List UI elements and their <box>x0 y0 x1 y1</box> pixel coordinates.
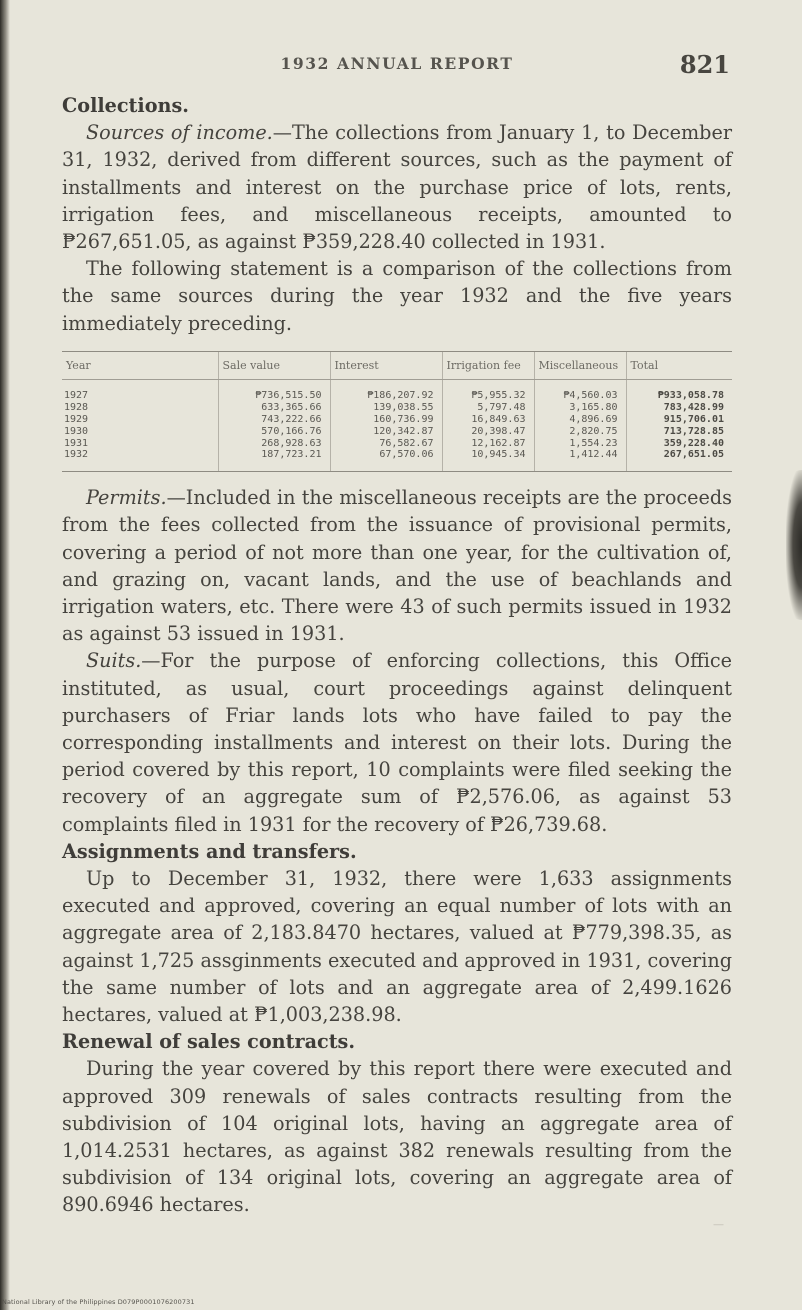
cell-sale-value: ₱736,515.50 <box>218 380 330 402</box>
runin-suits: Suits. <box>86 649 142 673</box>
page-number: 821 <box>679 50 730 79</box>
cell-sale-value: 633,365.66 <box>218 402 330 414</box>
table-header-row <box>62 352 732 380</box>
cell-interest: ₱186,207.92 <box>330 380 442 402</box>
collections-table <box>62 352 732 471</box>
collections-table-wrapper <box>62 351 732 472</box>
heading-collections: Collections. <box>62 94 189 117</box>
column-header-sale-value: Sale value <box>218 352 330 380</box>
cell-total: 359,228.40 <box>626 438 732 450</box>
cell-interest: 139,038.55 <box>330 402 442 414</box>
cell-irrigation-fee: 16,849.63 <box>442 414 534 426</box>
table-row <box>62 438 732 450</box>
cell-irrigation-fee: 12,162.87 <box>442 438 534 450</box>
cell-irrigation-fee: 20,398.47 <box>442 426 534 438</box>
cell-year: 1931 <box>64 437 89 449</box>
cell-interest: 160,736.99 <box>330 414 442 426</box>
paragraph-assignments: Up to December 31, 1932, there were 1,633 assignments executed and approved, covering an equal number of lots with an aggregate area of 2,183.8470 hectares, valued at ₱779,398.35, as against 1,725 assginments executed and approved in 1931, covering the same number of lots and an aggregate area of 2,499.1626 hectares, valued at ₱1,003,238.98. <box>62 866 732 1026</box>
paragraph-suits <box>62 647 732 837</box>
cell-miscellaneous: 2,820.75 <box>534 426 626 438</box>
cell-year: 1927 <box>64 390 89 402</box>
cell-sale-value: 570,166.76 <box>218 426 330 438</box>
cell-sale-value: 268,928.63 <box>218 438 330 450</box>
scan-credit: National Library of the Philippines D079P0001076200731 <box>2 1298 195 1306</box>
table-row <box>62 380 732 402</box>
cell-year: 1930 <box>64 425 89 437</box>
column-header-interest: Interest <box>330 352 442 380</box>
cell-year: 1928 <box>64 402 89 414</box>
table-row <box>62 449 732 471</box>
cell-total: 915,706.01 <box>626 414 732 426</box>
table-row <box>62 402 732 414</box>
paragraph-sources-of-income <box>62 119 732 255</box>
cell-miscellaneous: 3,165.80 <box>534 402 626 414</box>
book-spine-shadow <box>0 0 10 1310</box>
table-row <box>62 414 732 426</box>
cell-miscellaneous: 1,412.44 <box>534 449 626 471</box>
cell-total: 267,651.05 <box>626 449 732 471</box>
column-header-total: Total <box>626 352 732 380</box>
faint-pencil-mark: — <box>713 1218 724 1231</box>
cell-sale-value: 743,222.66 <box>218 414 330 426</box>
heading-assignments: Assignments and transfers. <box>62 839 357 863</box>
page-body <box>62 92 732 1219</box>
cell-sale-value: 187,723.21 <box>218 449 330 471</box>
cell-miscellaneous: ₱4,560.03 <box>534 380 626 402</box>
cell-interest: 67,570.06 <box>330 449 442 471</box>
permits-text: —Included in the miscellaneous receipts are the proceeds from the fees collected from the issuance of provisional permits, covering a period of not more than one year, for the cultivation of, and grazing on, vacant lands, and the use of beachlands and irrigation waters, etc. There were 43 of such permits issued in 1932 as against 53 issued in 1931. <box>62 486 732 646</box>
column-header-irrigation-fee: Irrigation fee <box>442 352 534 380</box>
running-title: 1932 ANNUAL REPORT <box>280 54 514 73</box>
column-header-year: Year <box>62 352 218 380</box>
column-header-miscellaneous: Miscellaneous <box>534 352 626 380</box>
cell-interest: 76,582.67 <box>330 438 442 450</box>
runin-permits: Permits. <box>86 486 167 510</box>
suits-text: —For the purpose of enforcing collections, this Office instituted, as usual, court proceedings against delinquent purchasers of Friar lands lots who have failed to pay the corresponding installments and interest on their lots. During the period covered by this report, 10 complaints were filed seeking the recovery of an aggregate sum of ₱2,576.06, as against 53 complaints filed in 1931 for the recovery of ₱26,739.68. <box>62 649 732 836</box>
cell-miscellaneous: 1,554.23 <box>534 438 626 450</box>
sources-text: —The collections from January 1, to December 31, 1932, derived from different sources, such as the payment of installments and interest on the purchase price of lots, rents, irrigation fees, and miscellaneous receipts, amounted to ₱267,651.05, as against ₱359,228.40 collected in 1931. <box>62 121 732 254</box>
cell-interest: 120,342.87 <box>330 426 442 438</box>
page-edge-shadow <box>786 470 802 620</box>
cell-total: ₱933,058.78 <box>626 380 732 402</box>
heading-renewal: Renewal of sales contracts. <box>62 1030 356 1054</box>
cell-year: 1932 <box>64 449 89 461</box>
cell-total: 783,428.99 <box>626 402 732 414</box>
table-row <box>62 426 732 438</box>
paragraph-statement-intro: The following statement is a comparison of the collections from the same sources during the year 1932 and the five years immediately preceding. <box>62 257 732 335</box>
paragraph-permits <box>62 484 732 647</box>
cell-total: 713,728.85 <box>626 426 732 438</box>
cell-irrigation-fee: 10,945.34 <box>442 449 534 471</box>
cell-irrigation-fee: ₱5,955.32 <box>442 380 534 402</box>
page-header <box>62 52 732 82</box>
cell-miscellaneous: 4,896.69 <box>534 414 626 426</box>
cell-irrigation-fee: 5,797.48 <box>442 402 534 414</box>
paragraph-renewal: During the year covered by this report there were executed and approved 309 renewals of sales contracts resulting from the subdivision of 104 original lots, having an aggregate area of 1,014.2531 hectares, as against 382 renewals resulting from the subdivision of 134 original lots, covering an aggregate area of 890.6946 hectares. <box>62 1057 732 1217</box>
cell-year: 1929 <box>64 413 89 425</box>
runin-sources-of-income: Sources of income. <box>86 121 273 145</box>
